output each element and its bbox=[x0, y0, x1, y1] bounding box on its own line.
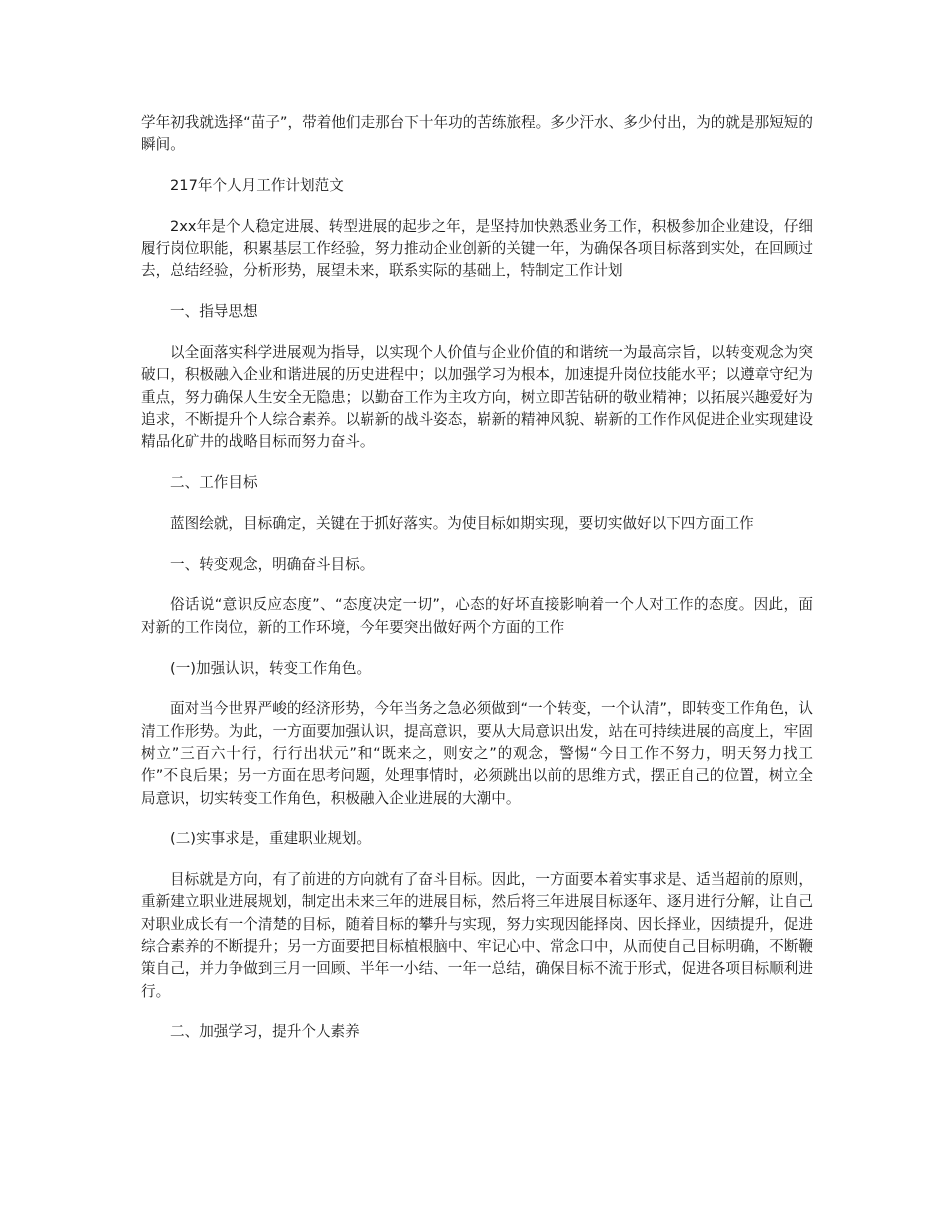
paragraph-overview: 2xx年是个人稳定进展、转型进展的起步之年，是坚持加快熟悉业务工作，积极参加企业建设，仔细履行岗位职能，积累基层工作经验，努力推动企业创新的关键一年，为确保各项目标落到实处，在回顾过去，总结经验，分析形势，展望未来，联系实际的基础上，特制定工作计划 bbox=[141, 217, 813, 280]
subsection-heading-strengthen-learning: 二、加强学习，提升个人素养 bbox=[170, 1023, 360, 1041]
section-heading-work-goals: 二、工作目标 bbox=[170, 474, 258, 492]
document-title: 217年个人月工作计划范文 bbox=[170, 177, 344, 195]
paragraph-strengthen-understanding: 面对当今世界严峻的经济形势，今年当务之急必须做到“一个转变，一个认清”，即转变工作角色，认清工作形势。为此，一方面要加强认识，提高意识，要从大局意识出发，站在可持续进展的高度上，牢固树立”三百六十行，行行出状元”和“既来之，则安之”的观念，警惕“今日工作不努力，明天努力找工作”不良后果；另一方面在思考问题，处理事情时，必须跳出以前的思维方式，摆正自己的位置，树立全局意识，切实转变工作角色，积极融入企业进展的大潮中。 bbox=[141, 700, 813, 807]
paragraph-career-planning: 目标就是方向，有了前进的方向就有了奋斗目标。因此，一方面要本着实事求是、适当超前的原则，重新建立职业进展规划，制定出未来三年的进展目标，然后将三年进展目标逐年、逐月进行分解，让自己对职业成长有一个清楚的目标，随着目标的攀升与实现，努力实现因能择岗、因长择业，因绩提升，促进综合素养的不断提升；另一方面要把目标植根脑中、牢记心中、常念口中，从而使自己目标明确，不断鞭策自己，并力争做到三月一回顾、半年一小结、一年一总结，确保目标不流于形式，促进各项目标顺利进行。 bbox=[141, 871, 813, 1000]
paragraph-guiding-ideology: 以全面落实科学进展观为指导，以实现个人价值与企业价值的和谐统一为最高宗旨，以转变观念为突破口，积极融入企业和谐进展的历史进程中；以加强学习为根本，加速提升岗位技能水平；以遵章守纪为重点，努力确保人生安全无隐患；以勤奋工作为主攻方向，树立即苦钻研的敬业精神；以拓展兴趣爱好为追求，不断提升个人综合素养。以崭新的战斗姿态，崭新的精神风貌、崭新的工作作风促进企业实现建设精品化矿井的战略目标而努力奋斗。 bbox=[141, 344, 813, 451]
item-heading-career-planning: (二)实事求是，重建职业规划。 bbox=[170, 830, 372, 848]
paragraph-intro-continuation: 学年初我就选择“苗子”，带着他们走那台下十年功的苦练旅程。多少汗水、多少付出，为的就是那短短的瞬间。 bbox=[141, 114, 813, 154]
subsection-heading-change-mindset: 一、转变观念，明确奋斗目标。 bbox=[170, 555, 375, 573]
document-body bbox=[141, 112, 813, 1062]
paragraph-work-goals: 蓝图绘就，目标确定，关键在于抓好落实。为使目标如期实现，要切实做好以下四方面工作 bbox=[170, 514, 754, 532]
paragraph-change-mindset: 俗话说“意识反应态度”、“态度决定一切”，心态的好坏直接影响着一个人对工作的态度。因此，面对新的工作岗位，新的工作环境，今年要突出做好两个方面的工作 bbox=[141, 596, 813, 636]
item-heading-strengthen-understanding: (一)加强认识，转变工作角色。 bbox=[170, 659, 372, 677]
section-heading-guiding-ideology: 一、指导思想 bbox=[170, 303, 258, 321]
